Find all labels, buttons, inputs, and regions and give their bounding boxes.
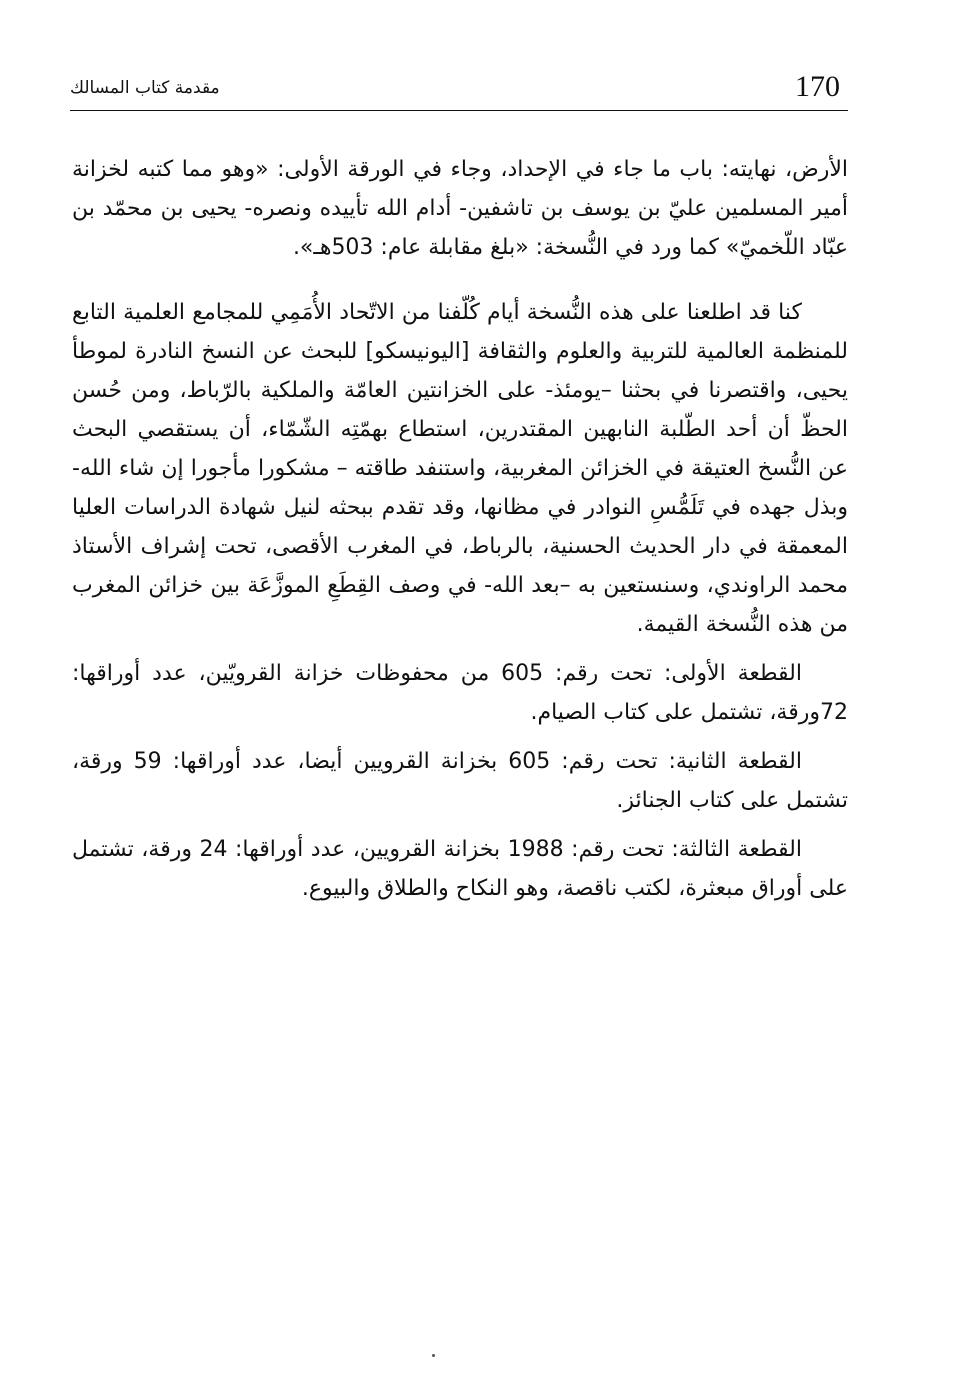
paragraph-piece-two: القطعة الثانية: تحت رقم: 605 بخزانة القرويين أيضا، عدد أوراقها: 59 ورقة، تشتمل على كتاب الجنائز. (72, 749, 848, 813)
paragraph-piece-three: القطعة الثالثة: تحت رقم: 1988 بخزانة القرويين، عدد أوراقها: 24 ورقة، تشتمل على أوراق مبعثرة، لكتب ناقصة، وهو النكاح والطلاق والبيوع. (72, 837, 848, 901)
header-divider (70, 110, 848, 111)
page-body (72, 150, 848, 918)
running-title: مقدمة كتاب المسالك (70, 78, 220, 98)
page-number: 170 (795, 70, 840, 103)
paragraph-manuscript-end: الأرض، نهايته: باب ما جاء في الإحداد، وجاء في الورقة الأولى: «وهو مما كتبه لخزانة أمير المسلمين عليّ بن يوسف بن تاشفين- أدام الله تأييده ونصره- يحيى بن محمّد بن عبّاد اللّخميّ» كما ورد في النُّسخة: «بلغ مقابلة عام: 503هـ». (72, 157, 848, 260)
scan-speck (432, 1354, 435, 1357)
running-header (70, 68, 848, 110)
paragraph-research-history: كنا قد اطلعنا على هذه النُّسخة أيام كُلّفنا من الاتّحاد الأُمَمِي للمجامع العلمية التابع للمنظمة العالمية للتربية والعلوم والثقافة [اليونيسكو] للبحث عن النسخ النادرة لموطأ يحيى، واقتصرنا في بحثنا –يومئذ- على الخزانتين العامّة والملكية بالرّباط، ومن حُسن الحظّ أن أحد الطّلبة النابهين المقتدرين، استطاع بهمّتِه الشّمّاء، أن يستقصي البحث عن النُّسخ العتيقة في الخزائن المغربية، واستنفد طاقته – مشكورا مأجورا إن شاء الله- وبذل جهده في تَلَمُّسِ النوادر في مظانها، وقد تقدم ببحثه لنيل شهادة الدراسات العليا المعمقة في دار الحديث الحسنية، بالرباط، في المغرب الأقصى، تحت إشراف الأستاذ محمد الراوندي، وسنستعين به –بعد الله- في وصف القِطَعِ الموزَّعَة بين خزائن المغرب من هذه النُّسخة القيمة. (72, 300, 848, 637)
paragraph-piece-one: القطعة الأولى: تحت رقم: 605 من محفوظات خزانة القرويّين، عدد أوراقها: 72ورقة، تشتمل على كتاب الصيام. (72, 661, 848, 725)
